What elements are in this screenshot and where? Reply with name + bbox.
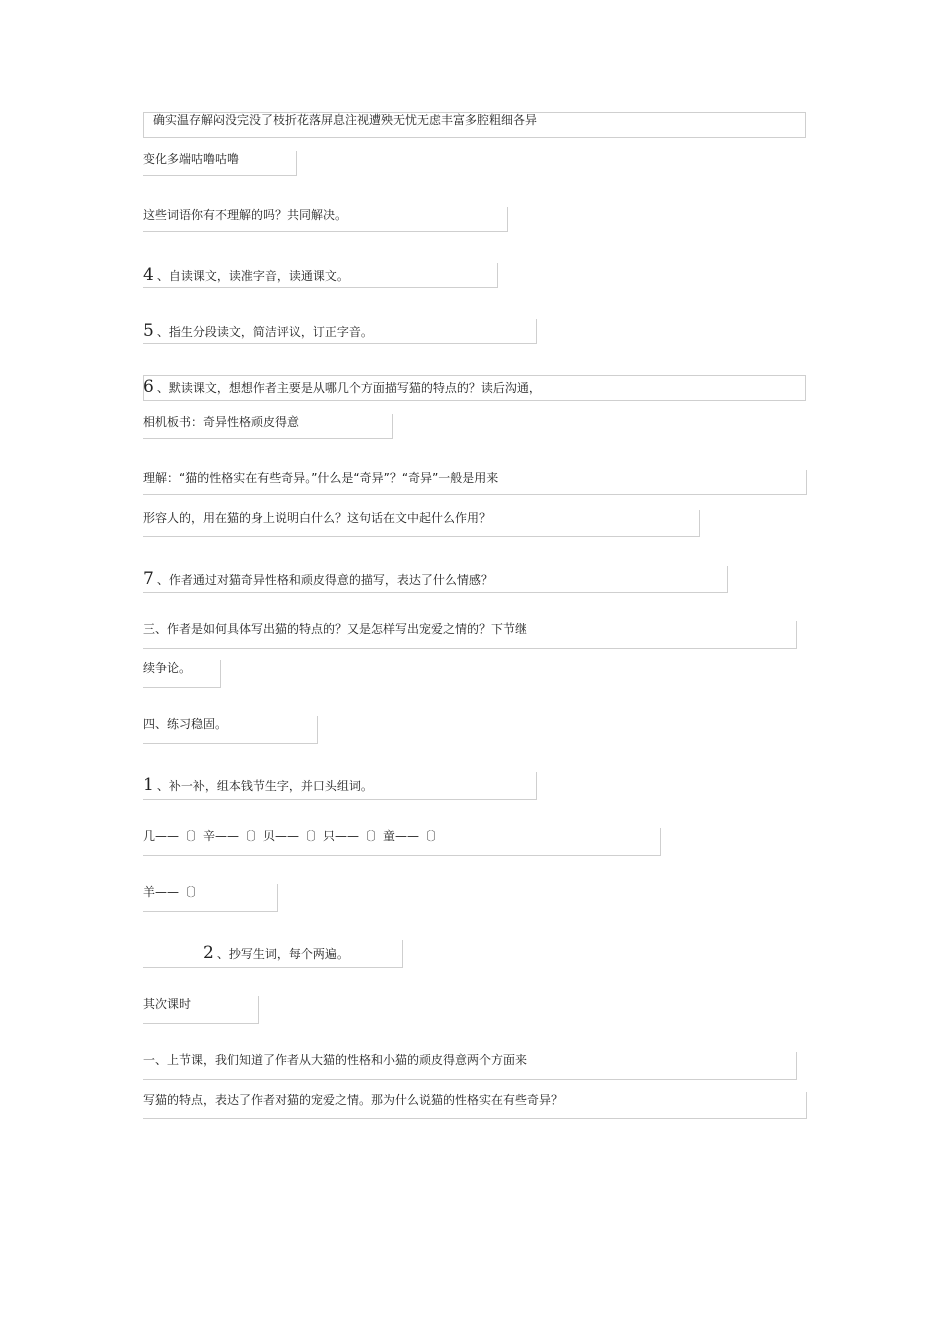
step-number: 6 [143, 377, 154, 397]
exercise-1 [143, 777, 373, 794]
section-3-line-1: 三、作者是如何具体写出猫的特点的？又是怎样写出宠爱之情的？下节继 [143, 622, 528, 636]
section-3-line-2: 续争论。 [143, 661, 192, 675]
step-text: 、默读课文，想想作者主要是从哪几个方面描写猫的特点的？读后沟通， [156, 381, 541, 395]
step-text: 、指生分段读文，简洁评议，订正字音。 [156, 325, 373, 339]
exercise-2 [203, 945, 349, 962]
step-5 [143, 323, 373, 340]
radical-exercise-line-2: 羊——〔〕 [143, 885, 204, 899]
step-6 [143, 379, 541, 396]
radical-exercise-line-1: 几——〔〕辛——〔〕贝——〔〕只——〔〕童——〔〕 [143, 829, 444, 843]
step-text: 、补一补，组本钱节生字，并口头组词。 [156, 779, 373, 793]
vocab-question: 这些词语你有不理解的吗？共同解决。 [143, 208, 348, 222]
section-4-heading: 四、练习稳固。 [143, 717, 228, 731]
step-number: 2 [203, 943, 214, 963]
vocab-line-2: 变化多端咕噜咕噜 [143, 152, 240, 166]
step-number: 5 [143, 321, 154, 341]
review-line-1: 一、上节课，我们知道了作者从大猫的性格和小猫的顽皮得意两个方面来 [143, 1053, 528, 1067]
understanding-line-1: 理解：“猫的性格实在有些奇异。”什么是“奇异”？“奇异”一般是用来 [143, 471, 499, 485]
step-4 [143, 267, 349, 284]
vocab-line-1: 确实温存解闷没完没了枝折花落屏息注视遭殃无忧无虑丰富多腔粗细各异 [153, 113, 538, 127]
step-number: 1 [143, 775, 154, 795]
step-number: 7 [143, 569, 154, 589]
review-line-2: 写猫的特点，表达了作者对猫的宠爱之情。那为什么说猫的性格实在有些奇异？ [143, 1093, 564, 1107]
board-notes: 相机板书：奇异性格顽皮得意 [143, 415, 300, 429]
step-number: 4 [143, 265, 154, 285]
second-lesson-heading: 其次课时 [143, 997, 192, 1011]
step-7 [143, 571, 493, 588]
step-text: 、自读课文，读准字音，读通课文。 [156, 269, 349, 283]
step-text: 、抄写生词，每个两遍。 [216, 947, 349, 961]
step-text: 、作者通过对猫奇异性格和顽皮得意的描写，表达了什么情感？ [156, 573, 493, 587]
understanding-line-2: 形容人的，用在猫的身上说明白什么？这句话在文中起什么作用？ [143, 511, 492, 525]
